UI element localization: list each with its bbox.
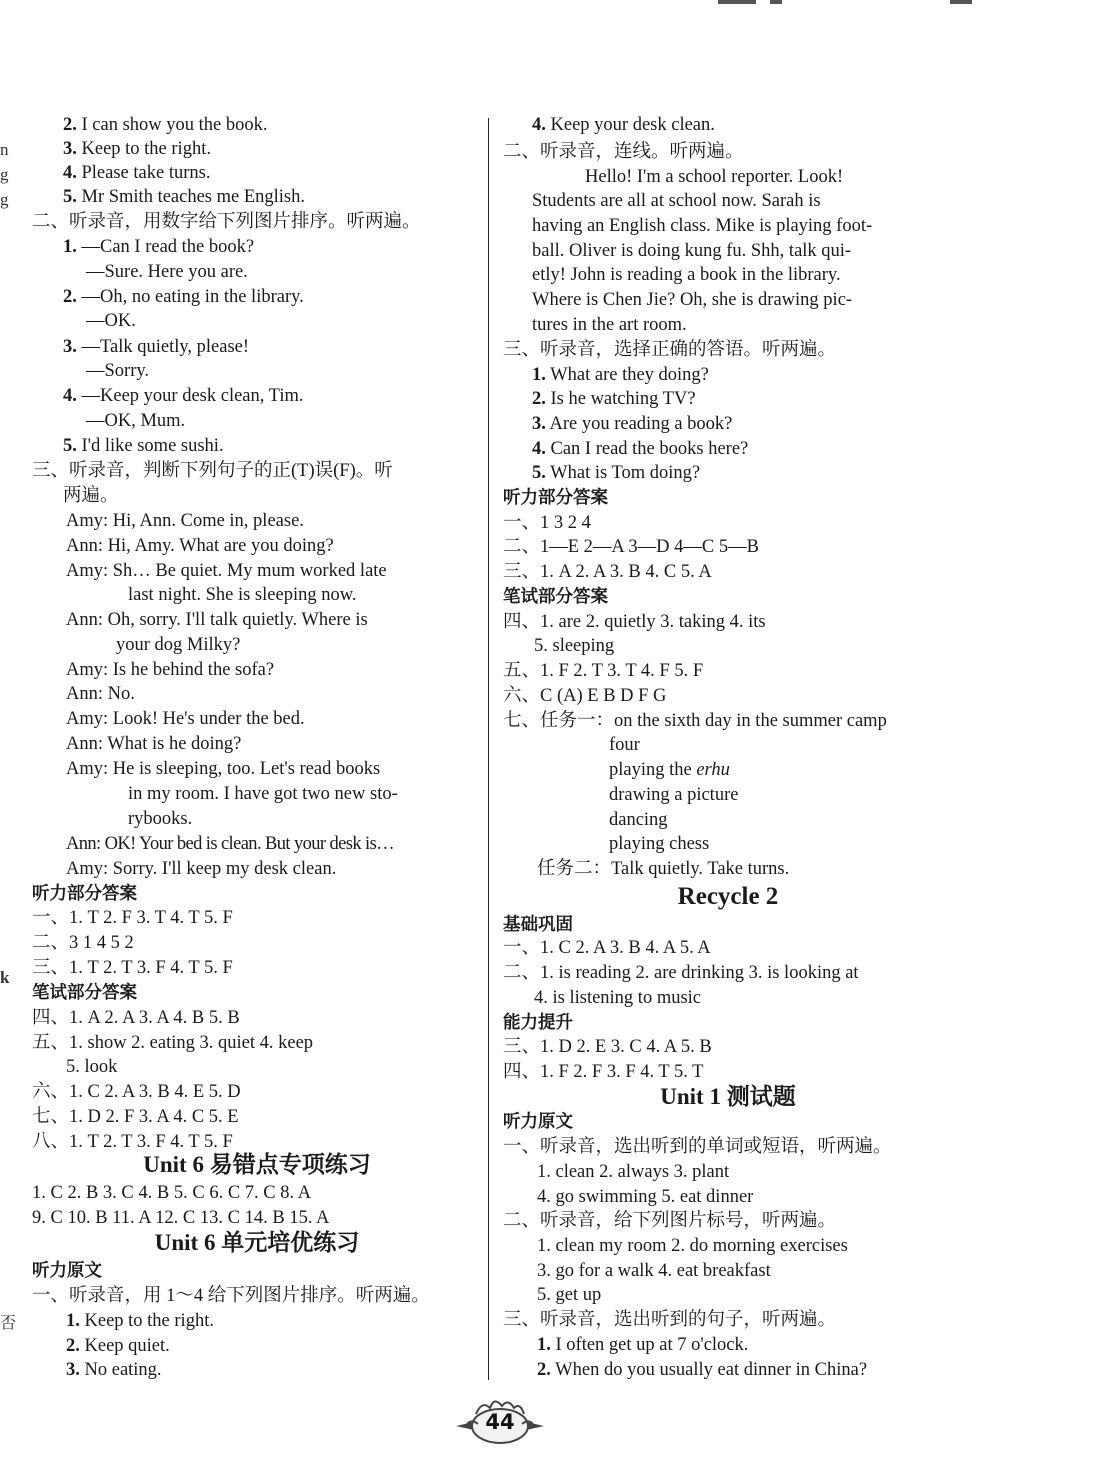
text-line: 2. I can show you the book.	[63, 115, 268, 135]
text-line: 5. Mr Smith teaches me English.	[63, 187, 306, 207]
answer-heading: 笔试部分答案	[32, 983, 137, 1003]
edge-mark: k	[0, 968, 10, 987]
text-line: 2. Is he watching TV?	[532, 389, 696, 409]
text-line: 3. Are you reading a book?	[532, 414, 733, 434]
answer-heading: 听力部分答案	[503, 488, 608, 508]
answer-line: 三、1. T 2. T 3. F 4. T 5. F	[32, 958, 233, 978]
answer-line: 四、1. F 2. F 3. F 4. T 5. T	[503, 1062, 704, 1082]
text-line: 4. —Keep your desk clean, Tim.	[63, 386, 304, 406]
dialogue-line: last night. She is sleeping now.	[128, 585, 357, 605]
text-line: 1. clean 2. always 3. plant	[537, 1162, 730, 1182]
answer-line: 5. look	[66, 1057, 118, 1077]
dialogue-line: Amy: Sh… Be quiet. My mum worked late	[66, 561, 387, 581]
text-line: 4. Please take turns.	[63, 163, 211, 183]
section-heading: 二、听录音，用数字给下列图片排序。听两遍。	[32, 212, 421, 232]
section-heading: 二、听录音，给下列图片标号，听两遍。	[503, 1211, 837, 1231]
answer-line: 5. sleeping	[534, 636, 615, 656]
section-heading: 一、听录音，用 1～4 给下列图片排序。听两遍。	[32, 1286, 430, 1306]
section-heading: 一、听录音，选出听到的单词或短语，听两遍。	[503, 1137, 892, 1157]
section-heading: 二、听录音，连线。听两遍。	[503, 142, 744, 162]
answer-line: 八、1. T 2. T 3. F 4. T 5. F	[32, 1132, 233, 1152]
answer-line: dancing	[609, 810, 668, 830]
text-line: 2. Keep quiet.	[66, 1336, 170, 1356]
text-line: 4. Keep your desk clean.	[532, 115, 715, 135]
section-heading: 两遍。	[63, 486, 119, 506]
dialogue-line: Ann: No.	[66, 684, 135, 704]
page-number-badge	[452, 1396, 548, 1446]
answer-line: 五、1. show 2. eating 3. quiet 4. keep	[32, 1033, 314, 1053]
dialogue-line: Amy: Look! He's under the bed.	[66, 709, 305, 729]
answer-line: 三、1. A 2. A 3. B 4. C 5. A	[503, 562, 712, 582]
dialogue-line: in my room. I have got two new sto-	[128, 784, 398, 804]
edge-mark: g	[0, 190, 9, 209]
answer-line: 1. C 2. B 3. C 4. B 5. C 6. C 7. C 8. A	[32, 1183, 312, 1203]
passage-line: tures in the art room.	[532, 315, 687, 335]
section-title: Unit 6 易错点专项练习	[143, 1152, 371, 1177]
answer-line: playing the erhu	[609, 760, 730, 780]
answer-line: 一、1 3 2 4	[503, 513, 591, 533]
answer-heading: 听力原文	[503, 1112, 573, 1132]
passage-line: having an English class. Mike is playing foot-	[532, 216, 873, 236]
text-line: 5. get up	[537, 1285, 602, 1305]
answer-line: 六、1. C 2. A 3. B 4. E 5. D	[32, 1082, 241, 1102]
dialogue-line: rybooks.	[128, 809, 193, 829]
answer-heading: 听力部分答案	[32, 884, 137, 904]
text-line: 1. clean my room 2. do morning exercises	[537, 1236, 848, 1256]
dialogue-line: Ann: OK! Your bed is clean. But your desk is…	[66, 834, 395, 854]
answer-heading: 听力原文	[32, 1261, 102, 1281]
text-line: 5. I'd like some sushi.	[63, 436, 224, 456]
passage-line: etly! John is reading a book in the library.	[532, 265, 841, 285]
text-line: 1. What are they doing?	[532, 365, 709, 385]
answer-line: 四、1. are 2. quietly 3. taking 4. its	[503, 612, 766, 632]
text-line: 4. Can I read the books here?	[532, 439, 749, 459]
passage-line: Where is Chen Jie? Oh, she is drawing pic-	[532, 290, 853, 310]
top-mark	[950, 0, 972, 4]
section-title: Unit 6 单元培优练习	[154, 1230, 360, 1255]
text-line: 2. —Oh, no eating in the library.	[63, 287, 304, 307]
answer-line: 一、1. T 2. F 3. T 4. T 5. F	[32, 908, 233, 928]
edge-mark: g	[0, 165, 9, 184]
answer-line: 六、C (A) E B D F G	[503, 686, 667, 706]
passage-line: Students are all at school now. Sarah is	[532, 191, 821, 211]
text-line: 1. Keep to the right.	[66, 1311, 214, 1331]
text-line: 3. Keep to the right.	[63, 139, 211, 159]
edge-mark: 否	[0, 1313, 17, 1332]
text-line: 3. —Talk quietly, please!	[63, 337, 250, 357]
text-line: —Sure. Here you are.	[86, 262, 248, 282]
dialogue-line: Amy: He is sleeping, too. Let's read books	[66, 759, 381, 779]
text-line: —OK, Mum.	[86, 411, 186, 431]
passage-line: ball. Oliver is doing kung fu. Shh, talk qui-	[532, 241, 852, 261]
text-line: 1. I often get up at 7 o'clock.	[537, 1335, 749, 1355]
answer-heading: 能力提升	[503, 1013, 573, 1033]
answer-line: 七、任务一：on the sixth day in the summer camp	[503, 711, 887, 731]
text-line: 3. No eating.	[66, 1360, 162, 1380]
text-line: 1. —Can I read the book?	[63, 237, 255, 257]
passage-line: Hello! I'm a school reporter. Look!	[585, 167, 844, 187]
dialogue-line: your dog Milky?	[116, 635, 241, 655]
answer-line: 七、1. D 2. F 3. A 4. C 5. E	[32, 1107, 239, 1127]
text-line: —Sorry.	[86, 361, 150, 381]
answer-heading: 基础巩固	[503, 915, 573, 935]
section-heading: 三、听录音，选择正确的答语。听两遍。	[503, 340, 837, 360]
answer-heading: 笔试部分答案	[503, 587, 608, 607]
answer-line: four	[609, 735, 640, 755]
text-line: 5. What is Tom doing?	[532, 463, 701, 483]
text-line: 3. go for a walk 4. eat breakfast	[537, 1261, 771, 1281]
top-mark	[718, 0, 756, 4]
answer-line: 三、1. D 2. E 3. C 4. A 5. B	[503, 1037, 712, 1057]
answer-line: playing chess	[609, 834, 710, 854]
column-divider	[488, 118, 489, 1380]
answer-line: 二、3 1 4 5 2	[32, 933, 134, 953]
dialogue-line: Ann: Oh, sorry. I'll talk quietly. Where is	[66, 610, 368, 630]
dialogue-line: Ann: Hi, Amy. What are you doing?	[66, 536, 334, 556]
dialogue-line: Amy: Sorry. I'll keep my desk clean.	[66, 859, 337, 879]
edge-mark: n	[0, 140, 9, 159]
answer-line: 五、1. F 2. T 3. T 4. F 5. F	[503, 661, 704, 681]
text-line: 4. go swimming 5. eat dinner	[537, 1187, 754, 1207]
dialogue-line: Ann: What is he doing?	[66, 734, 242, 754]
answer-line: 一、1. C 2. A 3. B 4. A 5. A	[503, 938, 711, 958]
top-mark	[770, 0, 782, 4]
answer-line: 二、1. is reading 2. are drinking 3. is looking at	[503, 963, 859, 983]
dialogue-line: Amy: Hi, Ann. Come in, please.	[66, 511, 304, 531]
answer-line: 任务二：Talk quietly. Take turns.	[537, 859, 790, 879]
dialogue-line: Amy: Is he behind the sofa?	[66, 660, 275, 680]
section-title: Unit 1 测试题	[660, 1084, 796, 1109]
answer-line: drawing a picture	[609, 785, 739, 805]
page-number: 44	[485, 1410, 515, 1434]
text-line: 2. When do you usually eat dinner in China?	[537, 1360, 868, 1380]
answer-line: 4. is listening to music	[534, 988, 702, 1008]
section-heading: 三、听录音，选出听到的句子，听两遍。	[503, 1310, 837, 1330]
text-line: —OK.	[86, 311, 136, 331]
section-title: Recycle 2	[677, 883, 779, 910]
section-heading: 三、听录音，判断下列句子的正(T)误(F)。听	[32, 461, 393, 481]
answer-line: 二、1—E 2—A 3—D 4—C 5—B	[503, 537, 759, 557]
answer-line: 9. C 10. B 11. A 12. C 13. C 14. B 15. A	[32, 1208, 330, 1228]
answer-line: 四、1. A 2. A 3. A 4. B 5. B	[32, 1008, 240, 1028]
